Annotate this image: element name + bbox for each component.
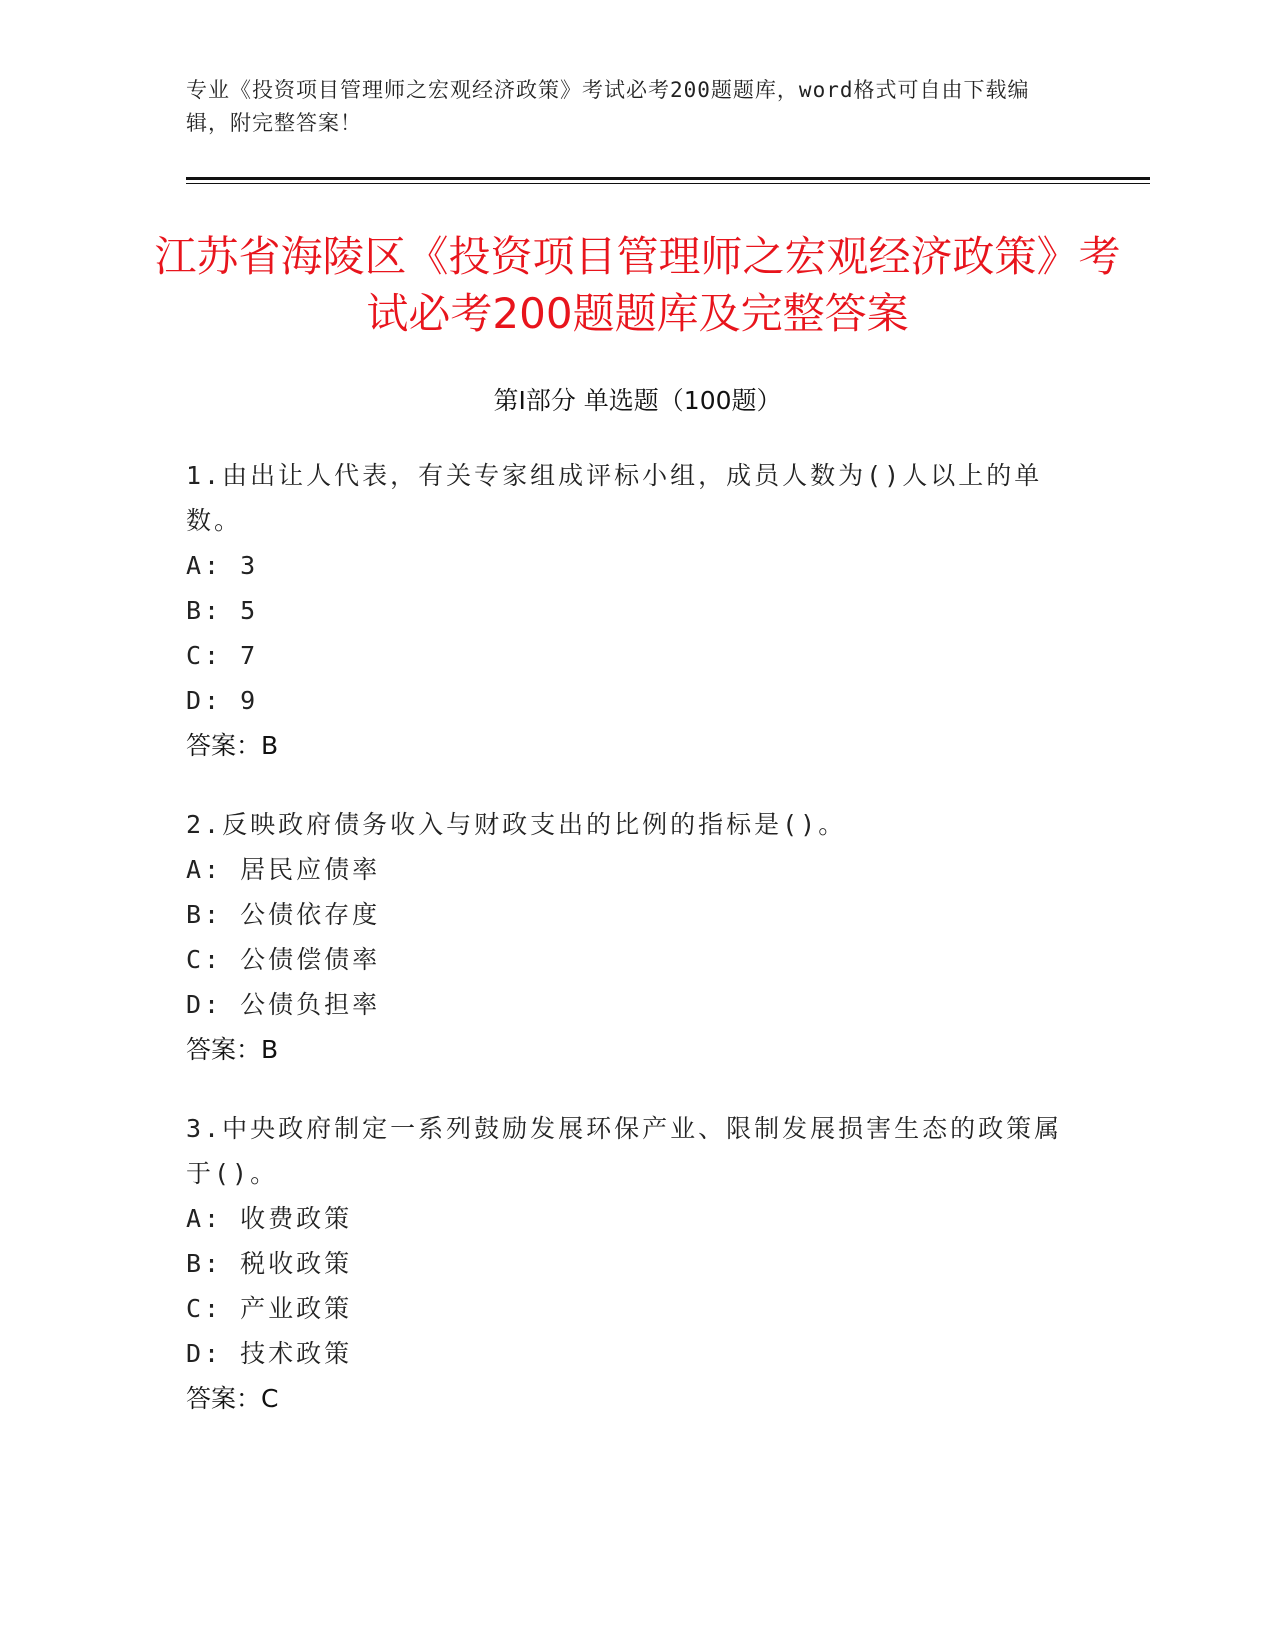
header-note: 专业《投资项目管理师之宏观经济政策》考试必考200题题库，word格式可自由下载编辑，附完整答案！: [186, 78, 1030, 135]
question-2: [186, 802, 1066, 1072]
option-c: C: 公债偿债率: [186, 945, 381, 974]
question-3: [186, 1106, 1066, 1421]
header-divider-thick: [186, 177, 1150, 180]
option-d: D: 公债负担率: [186, 990, 381, 1019]
option-b: B: 税收政策: [186, 1249, 353, 1278]
option-d: D: 9: [186, 686, 259, 715]
question-stem: 2.反映政府债务收入与财政支出的比例的指标是()。: [186, 810, 847, 839]
option-c: C: 产业政策: [186, 1294, 353, 1323]
answer: 答案：B: [186, 731, 279, 760]
answer: 答案：B: [186, 1035, 279, 1064]
answer: 答案：C: [186, 1384, 279, 1413]
question-stem: 3.中央政府制定一系列鼓励发展环保产业、限制发展损害生态的政策属于()。: [186, 1114, 1063, 1188]
section-heading: 第I部分 单选题（100题）: [493, 386, 782, 415]
option-c: C: 7: [186, 641, 259, 670]
option-d: D: 技术政策: [186, 1339, 353, 1368]
option-a: A: 3: [186, 551, 259, 580]
option-b: B: 5: [186, 596, 259, 625]
option-a: A: 居民应债率: [186, 855, 381, 884]
question-1: [186, 453, 1066, 768]
option-a: A: 收费政策: [186, 1204, 353, 1233]
question-stem: 1.由出让人代表，有关专家组成评标小组，成员人数为()人以上的单数。: [186, 461, 1043, 535]
option-b: B: 公债依存度: [186, 900, 381, 929]
document-title: 江苏省海陵区《投资项目管理师之宏观经济政策》考试必考200题题库及完整答案: [154, 232, 1121, 338]
header-divider-thin: [186, 183, 1150, 184]
